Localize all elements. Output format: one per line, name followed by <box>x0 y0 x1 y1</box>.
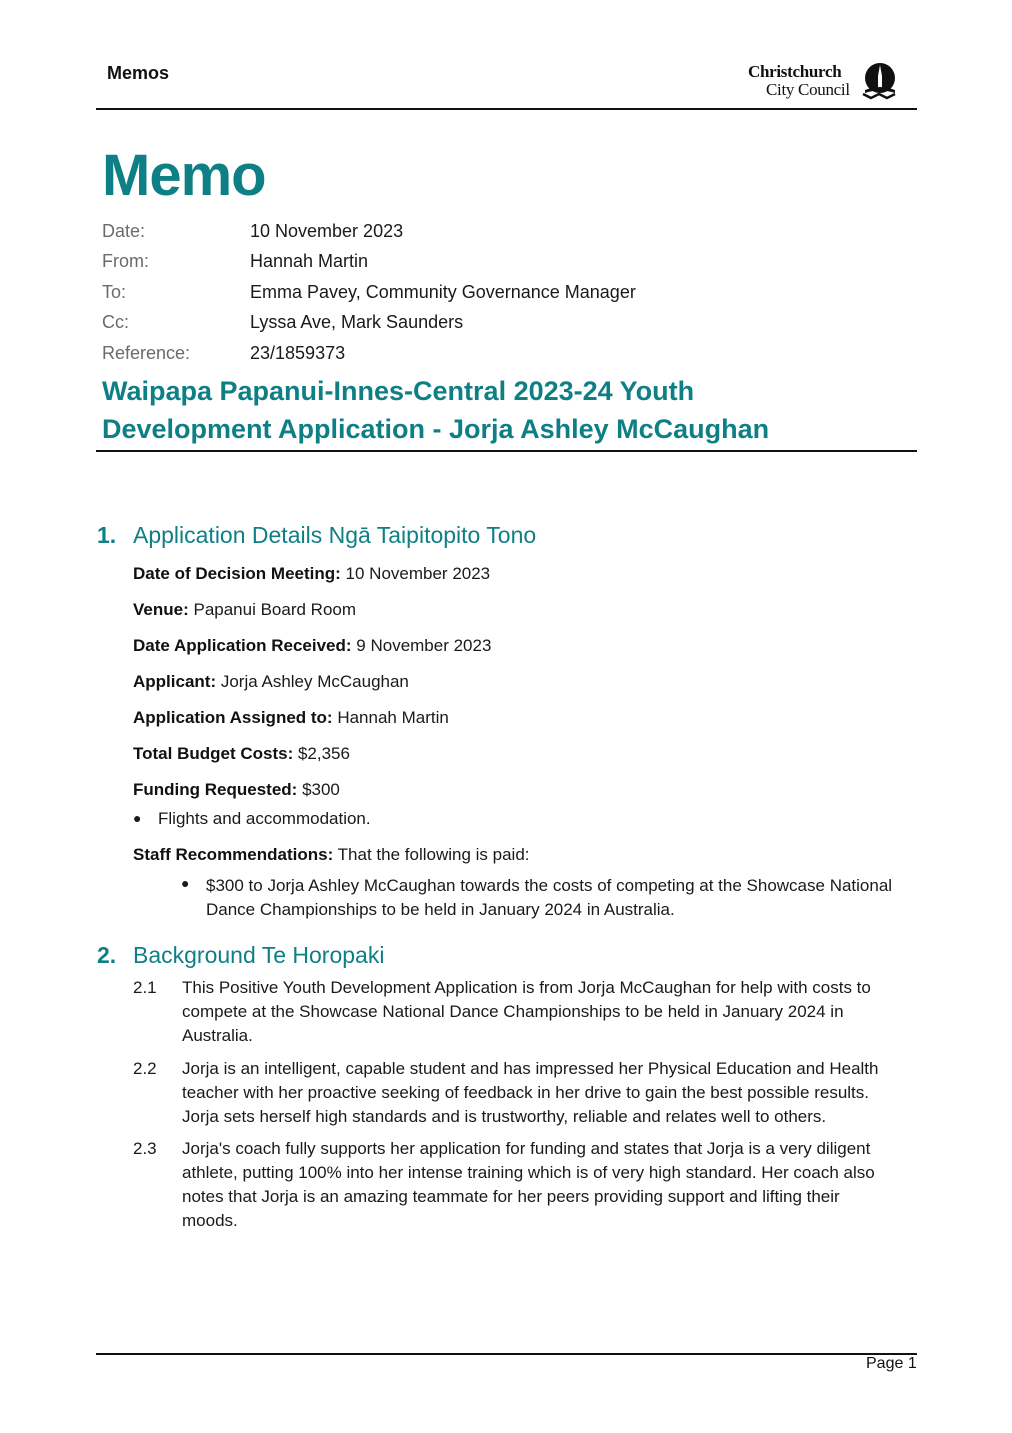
paragraph-line: teacher with her proactive seeking of feedback in her drive to gain the best possible results. <box>182 1083 869 1102</box>
field-value: Papanui Board Room <box>193 600 357 619</box>
field-value: $300 <box>302 780 340 799</box>
field-value: That the following is paid: <box>337 845 530 864</box>
paragraph-line: Australia. <box>182 1026 253 1045</box>
field-label: Funding Requested: <box>133 780 298 799</box>
memo-title: Memo <box>102 143 266 208</box>
paragraph-line: moods. <box>182 1211 238 1230</box>
field-decision-meeting <box>133 564 490 584</box>
page-number: Page 1 <box>866 1355 917 1372</box>
paragraph-text <box>182 1137 912 1233</box>
paragraph-line: compete at the Showcase National Dance Championships to be held in January 2024 in <box>182 1002 844 1021</box>
bullet-icon: ● <box>133 810 142 826</box>
memo-subject <box>102 372 902 448</box>
field-label: Date Application Received: <box>133 636 352 655</box>
paragraph-number: 2.3 <box>133 1139 157 1158</box>
meta-label: From: <box>102 251 149 271</box>
paragraph-2-2 <box>133 1057 913 1129</box>
council-logo <box>748 62 900 102</box>
field-assigned-to <box>133 708 449 728</box>
section-title: Application Details Ngā Taipitopito Tono <box>133 522 537 548</box>
field-total-budget <box>133 744 350 764</box>
section-heading-background <box>97 942 384 969</box>
field-date-received <box>133 636 491 656</box>
footer-divider <box>96 1353 917 1355</box>
field-label: Venue: <box>133 600 189 619</box>
meta-value: Emma Pavey, Community Governance Manager <box>250 282 636 302</box>
paragraph-line: This Positive Youth Development Application is from Jorja McCaughan for help with costs to <box>182 978 871 997</box>
field-value: Jorja Ashley McCaughan <box>220 672 409 691</box>
field-value: Hannah Martin <box>337 708 449 727</box>
field-label: Total Budget Costs: <box>133 744 294 763</box>
recommendation-bullet-item <box>181 874 916 924</box>
section-heading-application-details <box>97 522 536 549</box>
field-funding-requested <box>133 780 340 800</box>
meta-label: Cc: <box>102 312 129 332</box>
subject-line: Waipapa Papanui-Innes-Central 2023-24 Youth <box>102 376 695 406</box>
paragraph-line: Jorja's coach fully supports her application for funding and states that Jorja is a very diligent <box>182 1139 871 1158</box>
subject-line: Development Application - Jorja Ashley McCaughan <box>102 414 770 444</box>
paragraph-text <box>182 976 912 1048</box>
bullet-text: Flights and accommodation. <box>158 809 371 828</box>
field-value: 10 November 2023 <box>345 564 491 583</box>
field-venue <box>133 600 356 620</box>
paragraph-line: Jorja sets herself high standards and is trustworthy, reliable and relates well to others. <box>182 1107 827 1126</box>
paragraph-line: notes that Jorja is an amazing teammate for her peers providing support and lifting their <box>182 1187 840 1206</box>
paragraph-2-3 <box>133 1137 913 1233</box>
header-divider <box>96 108 917 110</box>
bullet-text-line: $300 to Jorja Ashley McCaughan towards the costs of competing at the Showcase National <box>206 876 893 895</box>
field-staff-recommendations <box>133 845 530 865</box>
section-title: Background Te Horopaki <box>133 942 385 968</box>
paragraph-2-1 <box>133 976 913 1048</box>
logo-text-line1: Christchurch <box>748 62 842 81</box>
bullet-text <box>206 874 916 922</box>
bullet-text-line: Dance Championships to be held in January 2024 in Australia. <box>206 900 675 919</box>
meta-label: Reference: <box>102 343 191 363</box>
logo-text-line2: City Council <box>766 80 850 99</box>
paragraph-number: 2.1 <box>133 978 157 997</box>
cathedral-logo-icon <box>861 62 899 100</box>
paragraph-number: 2.2 <box>133 1059 157 1078</box>
section-number: 1. <box>97 522 117 548</box>
meta-value: 10 November 2023 <box>250 221 404 241</box>
paragraph-line: Jorja is an intelligent, capable student and has impressed her Physical Education and Health <box>182 1059 879 1078</box>
field-value: 9 November 2023 <box>356 636 492 655</box>
field-label: Staff Recommendations: <box>133 845 334 864</box>
subject-divider <box>96 450 917 452</box>
field-label: Date of Decision Meeting: <box>133 564 341 583</box>
field-value: $2,356 <box>297 744 350 763</box>
field-label: Applicant: <box>133 672 217 691</box>
paragraph-text <box>182 1057 912 1129</box>
meta-value: 23/1859373 <box>250 343 346 363</box>
meta-value: Lyssa Ave, Mark Saunders <box>250 312 464 332</box>
field-label: Application Assigned to: <box>133 708 333 727</box>
header-title: Memos <box>107 63 170 83</box>
field-applicant <box>133 672 409 692</box>
meta-label: To: <box>102 282 127 302</box>
meta-value: Hannah Martin <box>250 251 369 271</box>
section-number: 2. <box>97 942 117 968</box>
meta-label: Date: <box>102 221 146 241</box>
paragraph-line: athlete, putting 100% into her intense training which is of very high standard. Her coach also <box>182 1163 875 1182</box>
bullet-icon: ● <box>181 875 190 891</box>
